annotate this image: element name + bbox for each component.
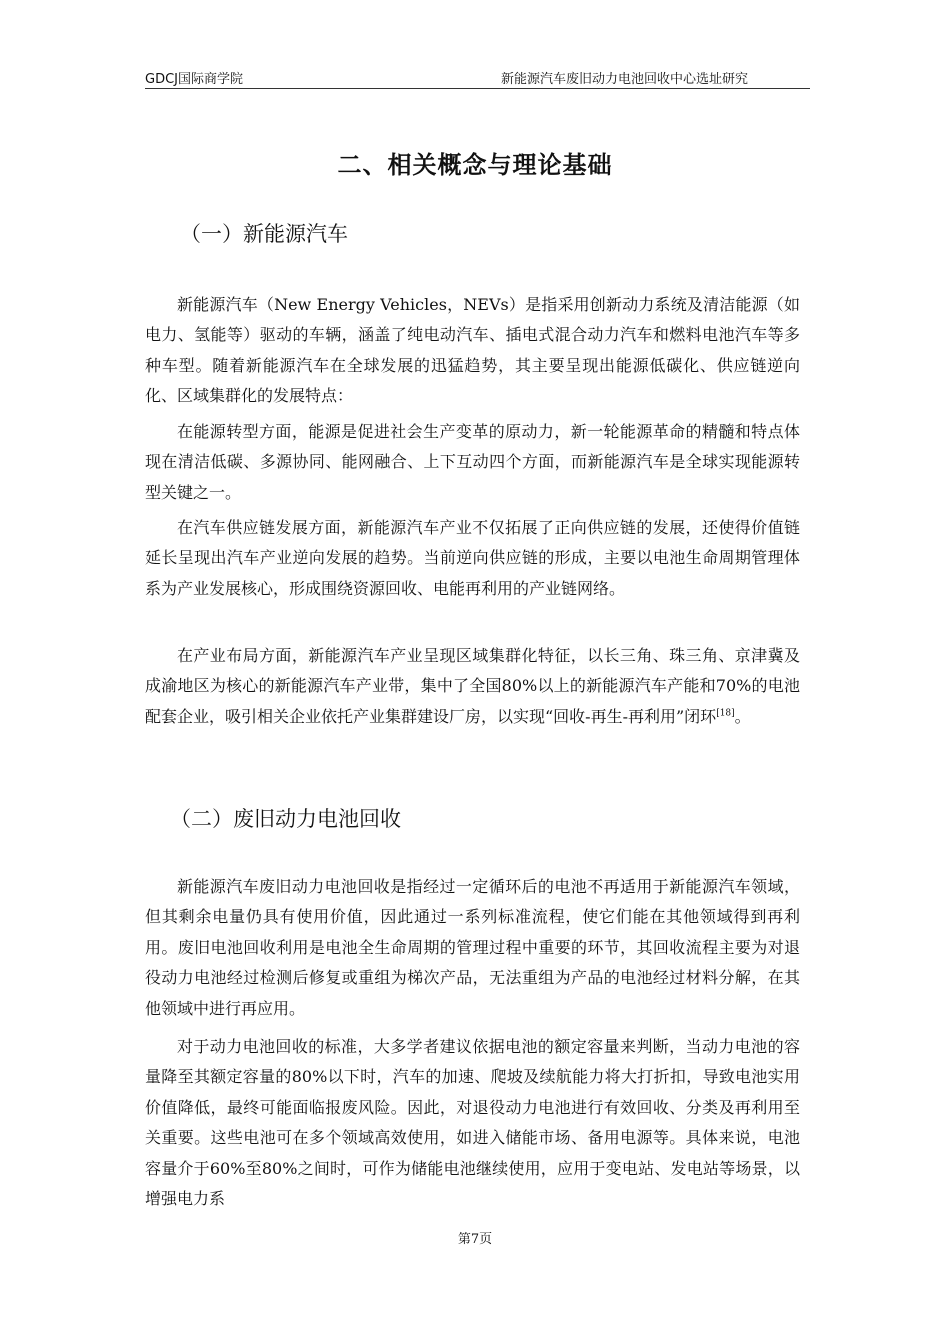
paragraph-end: 。: [734, 706, 751, 726]
header-institution: GDCJ国际商学院: [145, 72, 243, 87]
section-heading-battery-recycling: （二）废旧动力电池回收: [170, 807, 401, 831]
paragraph: 新能源汽车（New Energy Vehicles，NEVs）是指采用创新动力系统及清洁能源（如电力、氢能等）驱动的车辆，涵盖了纯电动汽车、插电式混合动力汽车和燃料电池汽车等多种车型。随着新能源汽车在全球发展的迅猛趋势，其主要呈现出能源低碳化、供应链逆向化、区域集群化的发展特点：: [145, 295, 800, 406]
page-number: 第7页: [457, 1232, 493, 1247]
paragraph: [145, 641, 800, 732]
header-thesis-title: 新能源汽车废旧动力电池回收中心选址研究: [500, 72, 748, 87]
paragraph: 新能源汽车废旧动力电池回收是指经过一定循环后的电池不再适用于新能源汽车领域，但其剩余电量仍具有使用价值，因此通过一系列标准流程，使它们能在其他领域得到再利用。废旧电池回收利用是电池全生命周期的管理过程中重要的环节，其回收流程主要为对退役动力电池经过检测后修复或重组为梯次产品，无法重组为产品的电池经过材料分解，在其他领域中进行再应用。: [145, 877, 800, 1018]
section-heading-nev: （一）新能源汽车: [180, 222, 348, 246]
paragraph: 在汽车供应链发展方面，新能源汽车产业不仅拓展了正向供应链的发展，还使得价值链延长呈现出汽车产业逆向发展的趋势。当前逆向供应链的形成，主要以电池生命周期管理体系为产业发展核心，形成围绕资源回收、电能再利用的产业链网络。: [145, 518, 800, 598]
page-header: [145, 66, 810, 89]
paragraph: 对于动力电池回收的标准，大多学者建议依据电池的额定容量来判断，当动力电池的容量降至其额定容量的80%以下时，汽车的加速、爬坡及续航能力将大打折扣，导致电池实用价值降低，最终可能面临报废风险。因此，对退役动力电池进行有效回收、分类及再利用至关重要。这些电池可在多个领域高效使用，如进入储能市场、备用电源等。具体来说，电池容量介于60%至80%之间时，可作为储能电池继续使用，应用于变电站、发电站等场景，以增强电力系: [145, 1037, 800, 1209]
paragraph: 在能源转型方面，能源是促进社会生产变革的原动力，新一轮能源革命的精髓和特点体现在清洁低碳、多源协同、能网融合、上下互动四个方面，而新能源汽车是全球实现能源转型关键之一。: [145, 422, 800, 502]
paragraph-text: 在产业布局方面，新能源汽车产业呈现区域集群化特征，以长三角、珠三角、京津冀及成渝地区为核心的新能源汽车产业带，集中了全国80%以上的新能源汽车产能和70%的电池配套企业，吸引相关企业依托产业集群建设厂房，以实现“回收-再生-再利用”闭环: [145, 646, 800, 726]
chapter-title: 二、相关概念与理论基础: [337, 151, 613, 179]
citation-ref: [18]: [716, 708, 735, 719]
